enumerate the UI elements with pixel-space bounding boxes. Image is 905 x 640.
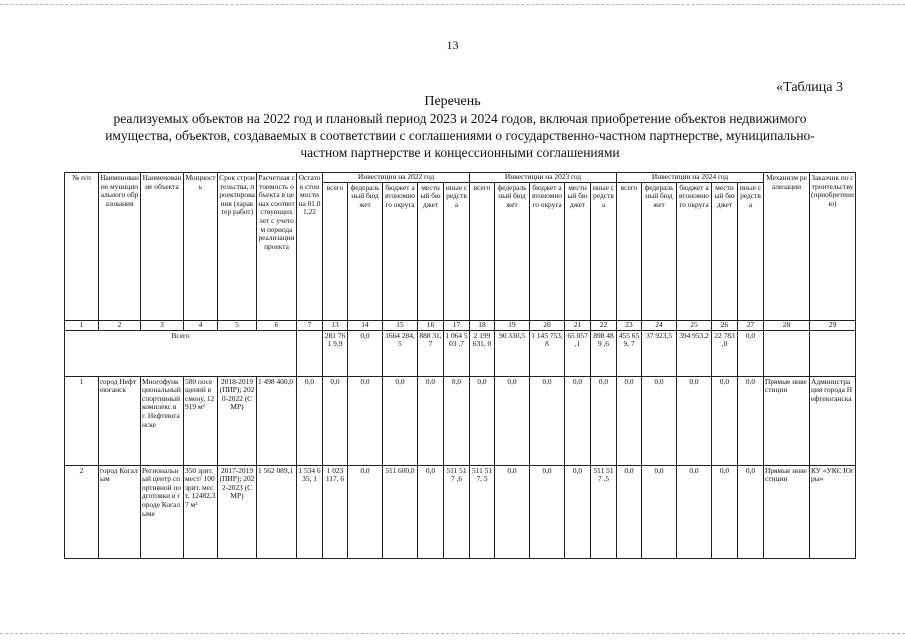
investment-value-cell: 0,0 bbox=[565, 376, 591, 465]
total-value-cell: 0,0 bbox=[348, 330, 383, 376]
total-value-cell: 281 761 9,9 bbox=[323, 330, 348, 376]
customer-cell: Администрация города Нефтеюганска bbox=[810, 376, 856, 465]
header-2023-local: местный бюджет bbox=[565, 182, 591, 320]
header-2022-regional: бюджет автономного округа bbox=[383, 182, 418, 320]
column-number: 18 bbox=[470, 321, 495, 331]
term-cell: 2018-2019 (ПИР); 2020-2022 (СМР) bbox=[218, 376, 257, 465]
term-cell: 2017-2019 (ПИР); 2022-2023 (СМР) bbox=[218, 465, 257, 558]
column-number: 20 bbox=[530, 321, 565, 331]
total-row bbox=[65, 330, 856, 376]
column-number: 26 bbox=[712, 321, 738, 331]
investment-value-cell: 0,0 bbox=[738, 376, 764, 465]
cost-cell: 1 562 089,1 bbox=[257, 465, 297, 558]
investment-value-cell: 0,0 bbox=[348, 376, 383, 465]
header-2024-local: местный бюджет bbox=[712, 182, 738, 320]
investment-value-cell: 0,0 bbox=[418, 376, 444, 465]
mechanism-cell: Прямые инвестиции bbox=[764, 465, 810, 558]
investment-value-cell: 0,0 bbox=[617, 376, 642, 465]
column-number: 15 bbox=[383, 321, 418, 331]
header-num: № п/п bbox=[65, 173, 99, 321]
investment-value-cell: 0,0 bbox=[677, 376, 712, 465]
scan-edge-top bbox=[0, 4, 905, 5]
total-value-cell: 0,0 bbox=[738, 330, 764, 376]
column-number: 25 bbox=[677, 321, 712, 331]
investment-value-cell: 0,0 bbox=[323, 376, 348, 465]
document-title: Перечень bbox=[424, 94, 481, 109]
investment-value-cell: 0,0 bbox=[617, 465, 642, 558]
balance-cell: 0,0 bbox=[297, 376, 323, 465]
table-label: «Таблица 3 bbox=[776, 80, 843, 95]
column-number: 17 bbox=[444, 321, 470, 331]
total-value-cell: 1 145 753,8 bbox=[530, 330, 565, 376]
header-2023-regional: бюджет автономного округа bbox=[530, 182, 565, 320]
investment-value-cell: 1 023 117, 6 bbox=[323, 465, 348, 558]
header-2023-total: всего bbox=[470, 182, 495, 320]
header-2024-other: иные средства bbox=[738, 182, 764, 320]
object-name-cell: Региональный центр спортивной подготовки в городе Когалыме bbox=[141, 465, 184, 558]
header-2023-other: иные средства bbox=[591, 182, 617, 320]
header-row-groups bbox=[65, 173, 856, 183]
header-customer: Заказчик по строительству (приобретению) bbox=[810, 173, 856, 321]
column-number: 19 bbox=[495, 321, 530, 331]
header-mechanism: Механизм реализации bbox=[764, 173, 810, 321]
column-number: 3 bbox=[141, 321, 184, 331]
capacity-cell: 350 зрит. мест/ 100 зрит. мест, 12482,37 м² bbox=[184, 465, 218, 558]
column-number: 24 bbox=[642, 321, 677, 331]
investment-value-cell: 511 517 ,6 bbox=[444, 465, 470, 558]
document-subtitle: реализуемых объектов на 2022 год и плановый период 2023 и 2024 годов, включая приобретение объектов недвижимого имущества, объектов, создаваемых в соответствии с соглашениями о государственно-частном партнерстве, муниципально-частном партнерстве и концессионными соглашениями bbox=[105, 111, 815, 160]
municipality-cell: город Нефтеюганск bbox=[99, 376, 141, 465]
header-investments-2024: Инвестиции на 2024 год bbox=[617, 173, 764, 183]
total-value-cell: 888 31, 7 bbox=[418, 330, 444, 376]
investment-value-cell: 0,0 bbox=[418, 465, 444, 558]
column-number: 14 bbox=[348, 321, 383, 331]
total-value-cell: 22 783 ,0 bbox=[712, 330, 738, 376]
column-number: 22 bbox=[591, 321, 617, 331]
total-value-cell: 65 057 ,1 bbox=[565, 330, 591, 376]
column-number: 4 bbox=[184, 321, 218, 331]
investment-value-cell: 0,0 bbox=[495, 376, 530, 465]
column-number: 23 bbox=[617, 321, 642, 331]
column-number: 6 bbox=[257, 321, 297, 331]
total-value-cell: 455 659, 7 bbox=[617, 330, 642, 376]
header-investments-2022: Инвестиции на 2022 год bbox=[323, 173, 470, 183]
column-number: 29 bbox=[810, 321, 856, 331]
total-value-cell: 898 489 ,6 bbox=[591, 330, 617, 376]
row-number-cell: 2 bbox=[65, 465, 99, 558]
header-2024-federal: федеральный бюджет bbox=[642, 182, 677, 320]
investment-value-cell: 0,0 bbox=[348, 465, 383, 558]
header-investments-2023: Инвестиции на 2023 год bbox=[470, 173, 617, 183]
mechanism-cell: Прямые инвестиции bbox=[764, 376, 810, 465]
total-value-cell: 1 064 503 ,7 bbox=[444, 330, 470, 376]
header-2022-federal: федеральный бюджет bbox=[348, 182, 383, 320]
total-value-cell: 90 330,5 bbox=[495, 330, 530, 376]
investment-value-cell: 0,0 bbox=[677, 465, 712, 558]
investment-value-cell: 511 517 ,5 bbox=[591, 465, 617, 558]
header-term: Срок строительства, проектирования (характер работ) bbox=[218, 173, 257, 321]
column-number: 5 bbox=[218, 321, 257, 331]
header-2024-regional: бюджет автономного округа bbox=[677, 182, 712, 320]
header-2023-federal: федеральный бюджет bbox=[495, 182, 530, 320]
investment-value-cell: 0,0 bbox=[738, 465, 764, 558]
column-number: 2 bbox=[99, 321, 141, 331]
scan-edge-bottom bbox=[0, 633, 905, 634]
header-object: Наименование объекта bbox=[141, 173, 184, 321]
column-number: 16 bbox=[418, 321, 444, 331]
investment-value-cell: 0,0 bbox=[530, 465, 565, 558]
total-mechanism-cell bbox=[764, 330, 810, 376]
row-number-cell: 1 bbox=[65, 376, 99, 465]
investment-value-cell: 511 517, 5 bbox=[470, 465, 495, 558]
investment-value-cell: 0,0 bbox=[642, 376, 677, 465]
investment-value-cell: 0,0 bbox=[591, 376, 617, 465]
total-value-cell: 37 923,5 bbox=[642, 330, 677, 376]
municipality-cell: город Когалым bbox=[99, 465, 141, 558]
total-value-cell: 2 199 631, 0 bbox=[470, 330, 495, 376]
total-customer-cell bbox=[810, 330, 856, 376]
investment-value-cell: 0,0 bbox=[712, 376, 738, 465]
total-value-cell: 394 953,2 bbox=[677, 330, 712, 376]
investment-value-cell: 0,0 bbox=[383, 376, 418, 465]
investment-value-cell: 0,0 bbox=[530, 376, 565, 465]
customer-cell: КУ «УКС Югры» bbox=[810, 465, 856, 558]
header-municipality: Наименование муниципального образования bbox=[99, 173, 141, 321]
total-balance-cell bbox=[297, 330, 323, 376]
total-value-cell: 1664 284,5 bbox=[383, 330, 418, 376]
column-number: 21 bbox=[565, 321, 591, 331]
header-2022-other: иные средства bbox=[444, 182, 470, 320]
investment-value-cell: 0,0 bbox=[712, 465, 738, 558]
investment-value-cell: 0,0 bbox=[642, 465, 677, 558]
total-label: Всего bbox=[65, 330, 297, 376]
column-numbers-row bbox=[65, 321, 856, 331]
page-number: 13 bbox=[446, 38, 459, 52]
table-row bbox=[65, 376, 856, 465]
column-number: 13 bbox=[323, 321, 348, 331]
column-number: 7 bbox=[297, 321, 323, 331]
investment-value-cell: 0,0 bbox=[470, 376, 495, 465]
capacity-cell: 580 посещений в смену, 12919 м² bbox=[184, 376, 218, 465]
header-2022-total: всего bbox=[323, 182, 348, 320]
header-2024-total: всего bbox=[617, 182, 642, 320]
table-row bbox=[65, 465, 856, 558]
investment-value-cell: 0,0 bbox=[495, 465, 530, 558]
object-name-cell: Многофункциональный спортивный комплекс в г. Нефтеюганске bbox=[141, 376, 184, 465]
balance-cell: 1 534 635, 1 bbox=[297, 465, 323, 558]
header-capacity: Мощность bbox=[184, 173, 218, 321]
objects-table bbox=[64, 172, 856, 559]
investment-value-cell: 0,0 bbox=[565, 465, 591, 558]
cost-cell: 1 498 400,0 bbox=[257, 376, 297, 465]
header-balance: Остаток стоимости на 01.01.22 bbox=[297, 173, 323, 321]
column-number: 1 bbox=[65, 321, 99, 331]
column-number: 27 bbox=[738, 321, 764, 331]
investment-value-cell: 0,0 bbox=[444, 376, 470, 465]
investment-value-cell: 511 600,0 bbox=[383, 465, 418, 558]
header-cost: Расчетная стоимость объекта в ценах соответствующих лет с учетом периода реализации проекта bbox=[257, 173, 297, 321]
column-number: 28 bbox=[764, 321, 810, 331]
header-2022-local: местный бюджет bbox=[418, 182, 444, 320]
